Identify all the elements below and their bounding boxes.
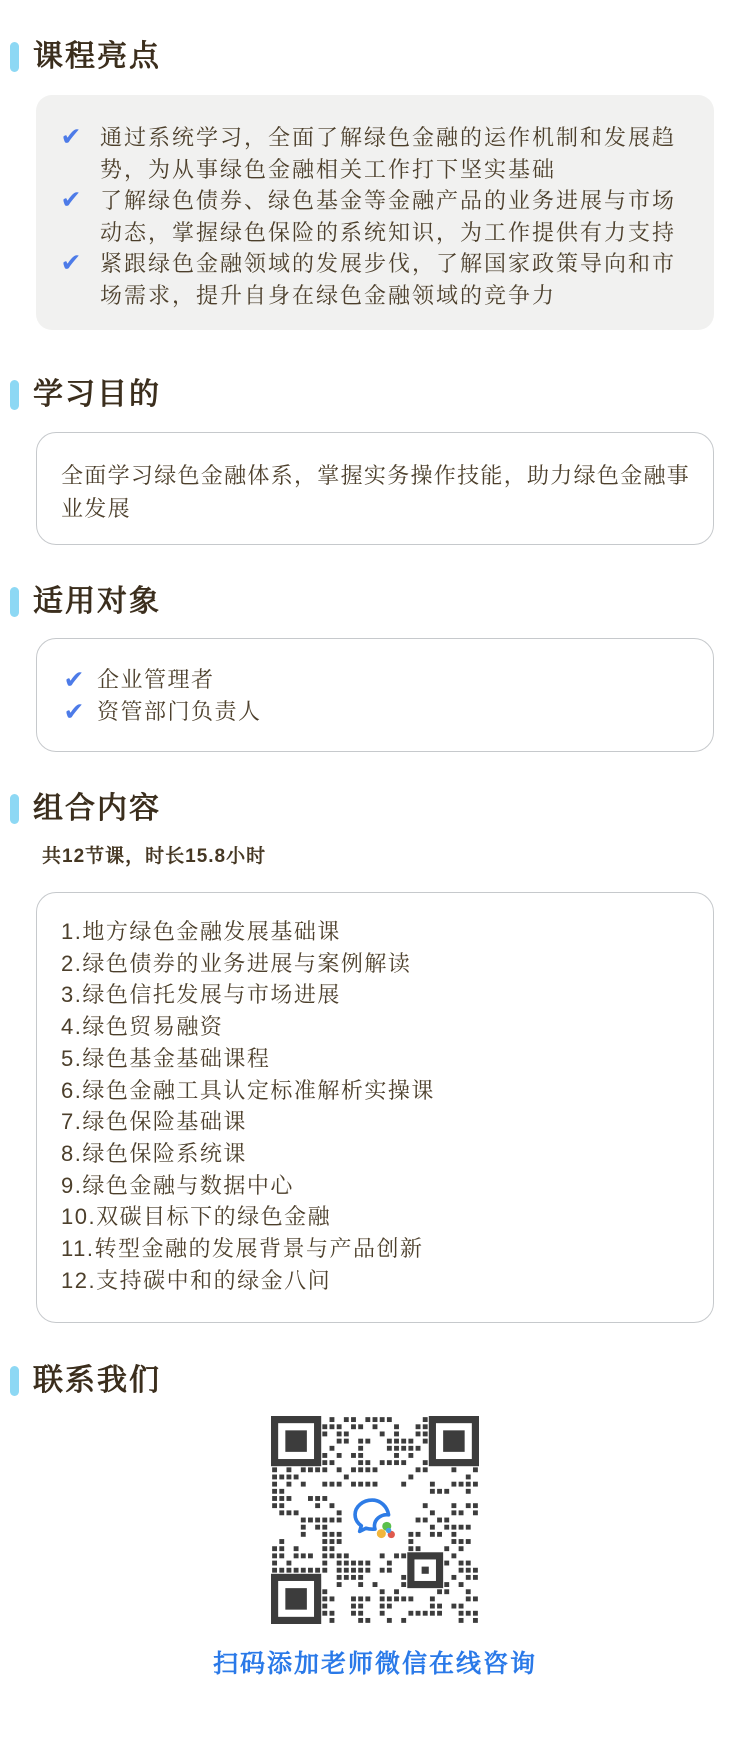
course-item: 10.双碳目标下的绿色金融 — [61, 1204, 332, 1230]
course-list — [61, 916, 689, 1296]
course-item: 7.绿色保险基础课 — [61, 1109, 247, 1135]
section-title-audience: 适用对象 — [33, 585, 161, 618]
purpose-card — [36, 432, 714, 545]
accent-bar-icon — [10, 794, 19, 824]
course-item: 8.绿色保险系统课 — [61, 1140, 247, 1166]
section-title-highlights: 课程亮点 — [33, 40, 161, 73]
course-item: 2.绿色债券的业务进展与案例解读 — [61, 950, 412, 976]
course-item: 11.转型金融的发展背景与产品创新 — [61, 1236, 424, 1262]
highlight-item — [58, 185, 678, 248]
section-header-purpose — [10, 380, 750, 410]
accent-bar-icon — [10, 587, 19, 617]
course-item: 1.地方绿色金融发展基础课 — [61, 919, 341, 944]
course-item: 12.支持碳中和的绿金八问 — [61, 1267, 332, 1293]
section-title-contact: 联系我们 — [33, 1364, 161, 1398]
check-icon: ✔ — [63, 698, 85, 726]
audience-list — [61, 664, 689, 728]
section-audience — [0, 587, 750, 752]
section-header-contents — [10, 794, 750, 824]
check-icon: ✔ — [60, 249, 82, 277]
accent-bar-icon — [10, 1366, 19, 1396]
check-icon: ✔ — [60, 186, 82, 214]
check-icon: ✔ — [63, 666, 85, 694]
qr-code — [271, 1416, 479, 1624]
course-item: 5.绿色基金基础课程 — [61, 1045, 271, 1071]
section-title-contents: 组合内容 — [33, 792, 161, 825]
highlight-text: 通过系统学习，全面了解绿色金融的运作机制和发展趋势，为从事绿色金融相关工作打下坚实基础 — [100, 125, 677, 182]
course-item: 3.绿色信托发展与市场进展 — [61, 982, 341, 1008]
course-detail-page — [0, 42, 750, 1677]
highlights-card — [36, 95, 714, 330]
audience-text: 企业管理者 — [97, 667, 215, 692]
highlights-list — [58, 122, 678, 311]
course-item: 4.绿色贸易融资 — [61, 1014, 224, 1040]
contents-subtitle: 共12节课，时长15.8小时 — [42, 846, 267, 867]
section-purpose — [0, 380, 750, 545]
section-contact — [0, 1366, 750, 1677]
section-highlights — [0, 42, 750, 330]
purpose-text: 全面学习绿色金融体系，掌握实务操作技能，助力绿色金融事业发展 — [61, 463, 691, 521]
accent-bar-icon — [10, 42, 19, 72]
section-header-highlights — [10, 42, 750, 72]
audience-item — [61, 664, 689, 696]
qr-caption-link[interactable]: 扫码添加老师微信在线咨询 — [212, 1650, 537, 1679]
audience-item — [61, 696, 689, 728]
audience-text: 资管部门负责人 — [97, 699, 262, 724]
highlight-item — [58, 248, 678, 311]
highlight-text: 紧跟绿色金融领域的发展步伐，了解国家政策导向和市场需求，提升自身在绿色金融领域的竞争力 — [100, 251, 677, 308]
highlight-item — [58, 122, 678, 185]
wecom-logo-icon — [343, 1488, 407, 1552]
course-item: 6.绿色金融工具认定标准解析实操课 — [61, 1077, 435, 1103]
highlight-text: 了解绿色债券、绿色基金等金融产品的业务进展与市场动态，掌握绿色保险的系统知识，为工作提供有力支持 — [100, 188, 677, 245]
section-header-contact — [10, 1366, 750, 1396]
section-title-purpose: 学习目的 — [33, 378, 161, 411]
section-header-audience — [10, 587, 750, 617]
course-item: 9.绿色金融与数据中心 — [61, 1172, 294, 1198]
check-icon: ✔ — [60, 123, 82, 151]
section-contents — [0, 794, 750, 1323]
course-list-card — [36, 892, 714, 1323]
audience-card — [36, 638, 714, 752]
accent-bar-icon — [10, 380, 19, 410]
